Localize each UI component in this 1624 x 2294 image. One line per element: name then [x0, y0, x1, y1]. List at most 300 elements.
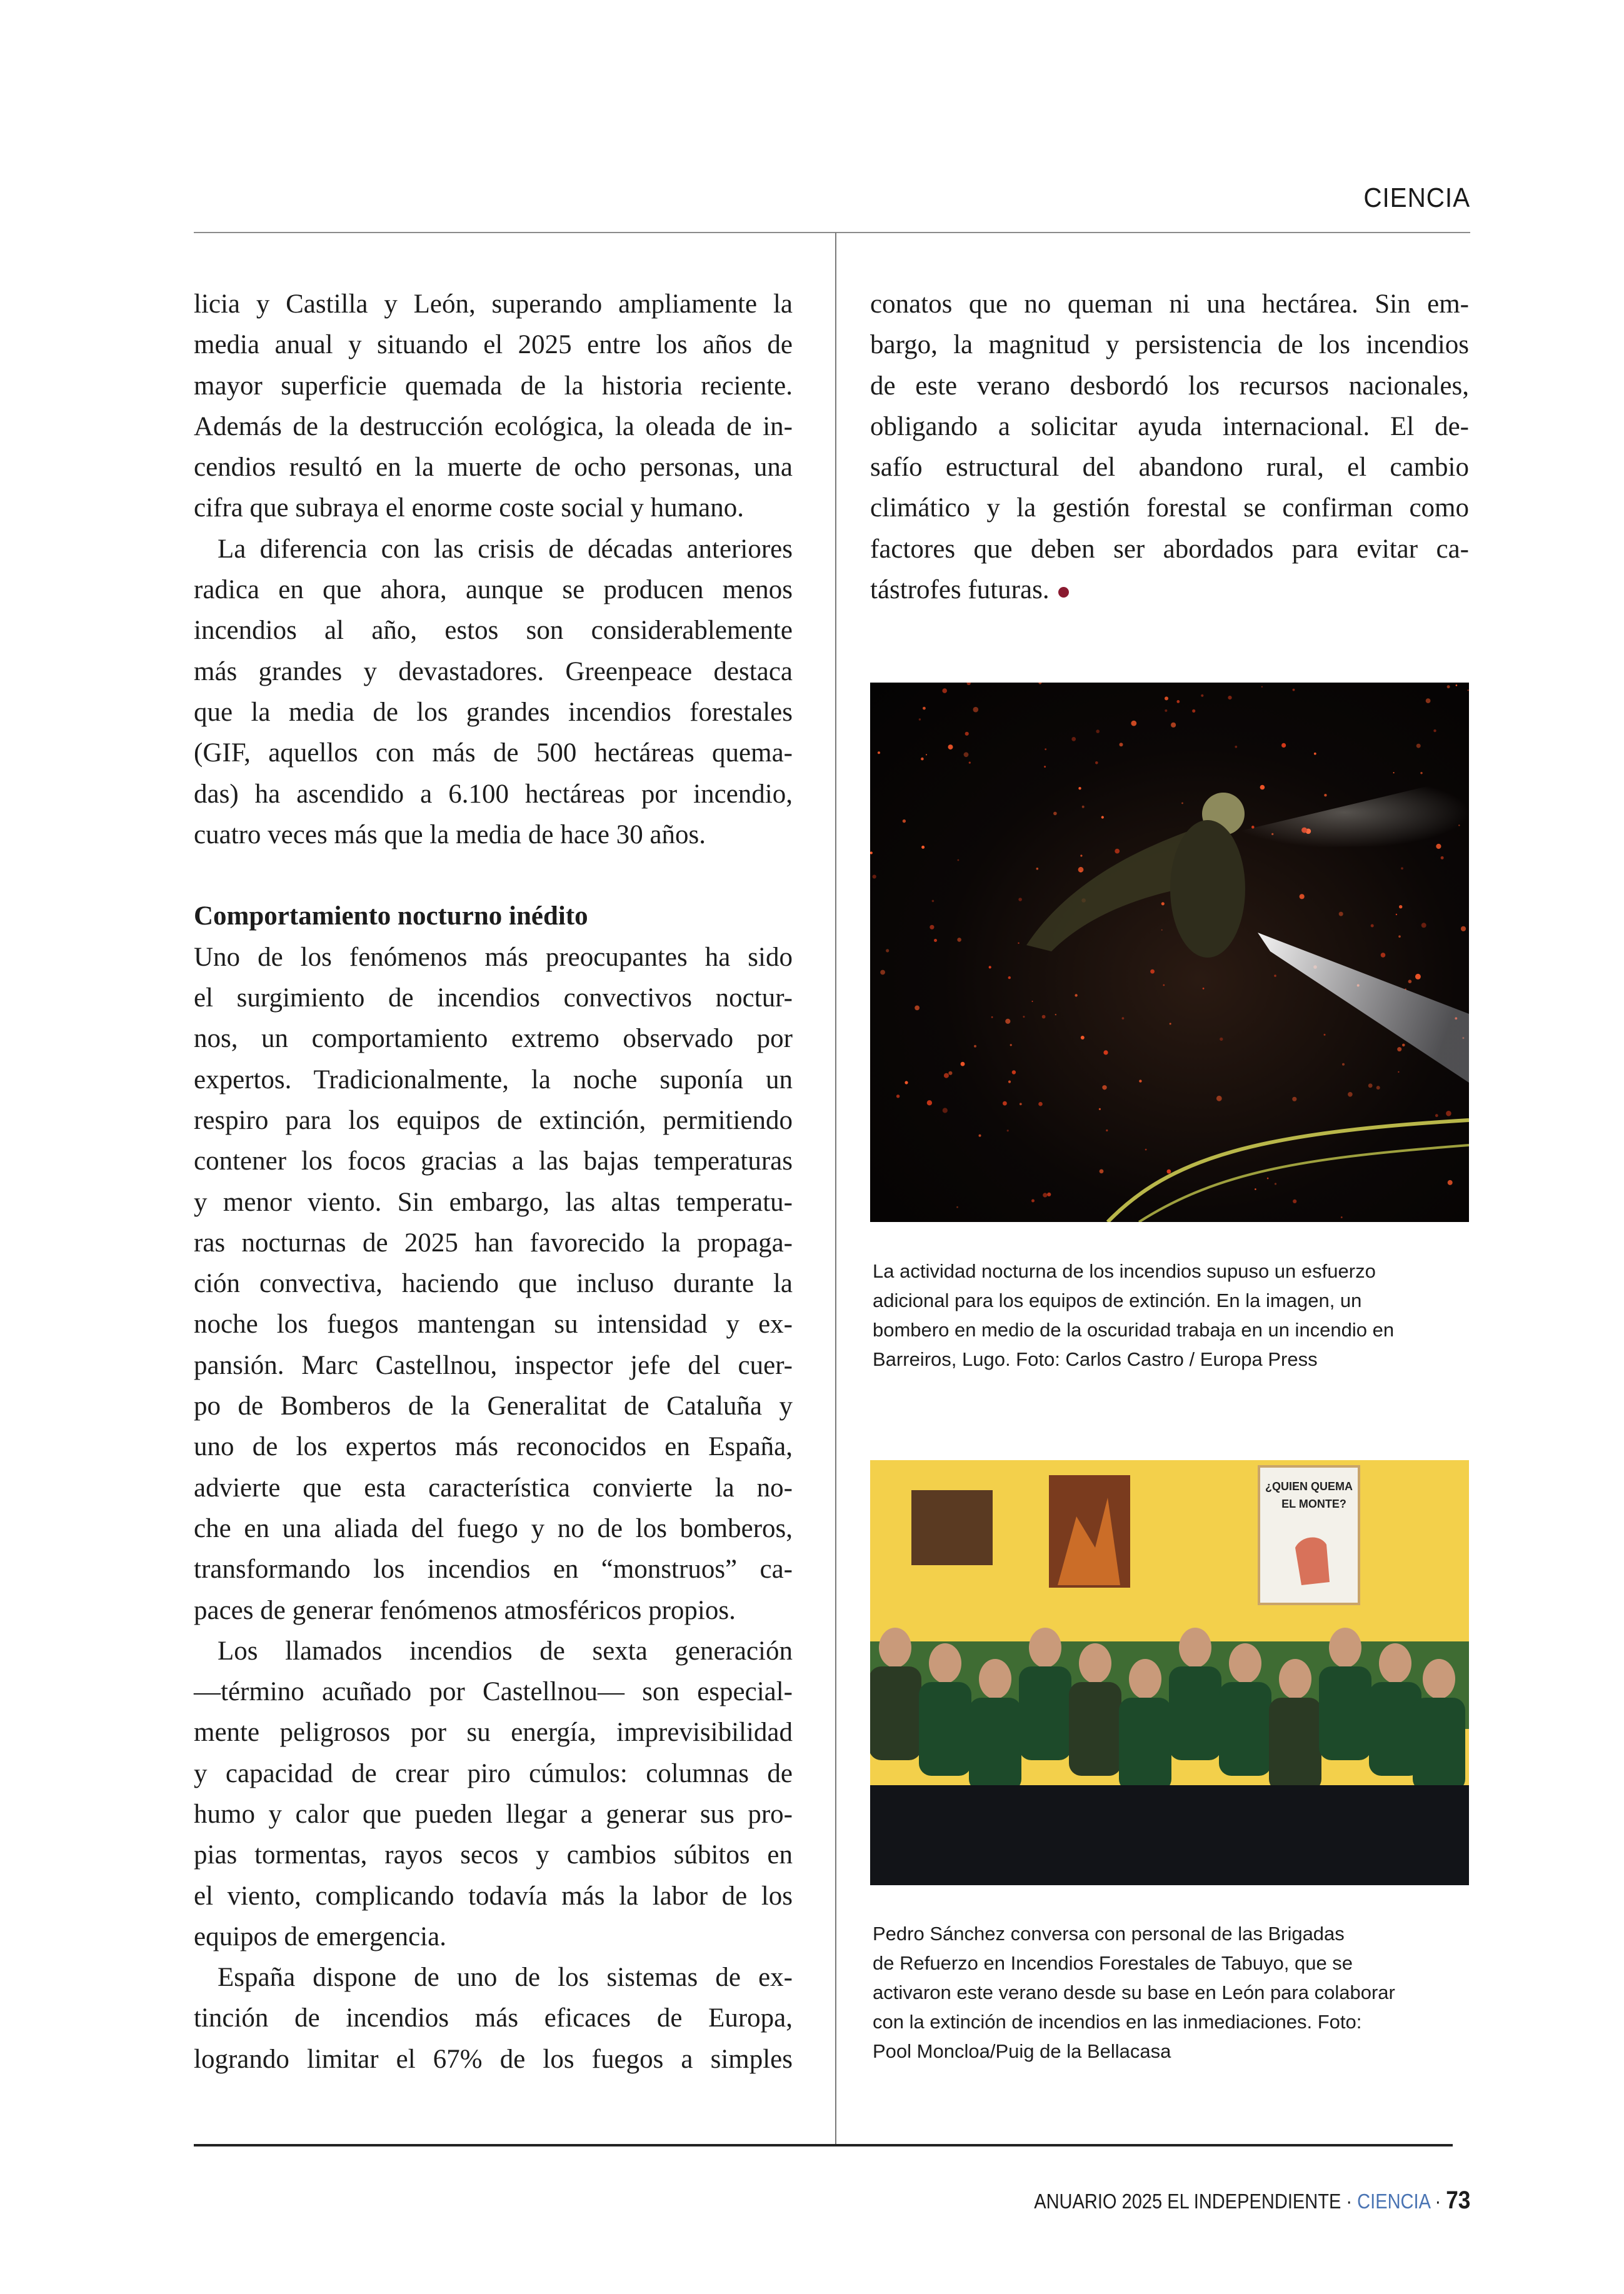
line-text: licia y Castilla y León, superando ampliamente la	[194, 289, 793, 319]
ember	[1161, 902, 1165, 905]
line-text: pansión. Marc Castellnou, inspector jefe del cuer-	[194, 1350, 793, 1380]
line-text: y menor viento. Sin embargo, las altas temperatu-	[194, 1187, 793, 1217]
body-text-line	[194, 1671, 793, 1712]
ember	[1456, 684, 1458, 686]
person-head	[1229, 1643, 1261, 1683]
ember	[1339, 912, 1343, 916]
ember	[1100, 1170, 1104, 1174]
ember	[1096, 729, 1100, 733]
ember	[1398, 935, 1401, 938]
body-text-line	[194, 651, 793, 692]
ember	[1023, 1016, 1025, 1018]
body-text-line	[194, 1426, 793, 1467]
ember	[965, 732, 969, 736]
line-text: transformando los incendios en “monstruos” ca-	[194, 1555, 793, 1585]
person-body	[1019, 1666, 1071, 1760]
photo-caption-1	[873, 1256, 1473, 1374]
ember	[1433, 729, 1436, 732]
body-text-line	[194, 814, 793, 855]
body-text-line	[194, 855, 793, 896]
line-text: media anual y situando el 2025 entre los años de	[194, 330, 793, 360]
person-head	[1129, 1659, 1161, 1699]
ember	[1281, 743, 1286, 748]
ember	[958, 859, 960, 861]
ember	[1167, 1170, 1171, 1174]
section-heading	[194, 896, 793, 936]
person-body	[1069, 1682, 1121, 1776]
line-text: cendios resultó en la muerte de ocho personas, una	[194, 453, 793, 483]
body-text-line	[194, 1263, 793, 1304]
ember	[921, 758, 924, 761]
photo-brigade-meeting	[870, 1460, 1469, 1885]
body-text-line	[194, 529, 793, 569]
person-head	[1179, 1628, 1211, 1668]
line-text: incendios al año, estos son considerablemente	[194, 616, 793, 646]
ember	[1010, 1044, 1012, 1046]
ember	[1448, 1180, 1453, 1185]
ember	[1045, 748, 1046, 750]
line-text: po de Bomberos de la Generalitat de Cataluña y	[194, 1391, 793, 1421]
ember	[1324, 1034, 1326, 1036]
section-header: CIENCIA	[1363, 183, 1470, 213]
ember	[1018, 898, 1022, 901]
ember	[930, 925, 934, 929]
caption-line: activaron este verano desde su base en León para colaborar	[873, 1981, 1395, 2003]
page-footer	[750, 2186, 1470, 2215]
ember	[1053, 812, 1057, 816]
ember	[1102, 1085, 1106, 1089]
ember	[969, 762, 971, 764]
page-number: 73	[1445, 2186, 1470, 2214]
ember	[944, 1073, 949, 1078]
ember	[943, 1108, 948, 1113]
ember	[1260, 785, 1265, 790]
ember	[1426, 698, 1431, 703]
line-text: tástrofes futuras.	[870, 575, 1050, 605]
ember	[1161, 929, 1163, 931]
ember	[1055, 1014, 1056, 1015]
person-head	[929, 1643, 961, 1683]
ember	[1275, 1183, 1276, 1185]
body-text-line	[194, 569, 793, 610]
ember	[1081, 1036, 1085, 1039]
footer-separator: ·	[1346, 2190, 1352, 2213]
body-text-line	[870, 447, 1469, 488]
ember	[1421, 923, 1426, 928]
body-text-line	[194, 1876, 793, 1916]
footer-section: CIENCIA	[1356, 2190, 1430, 2213]
ember	[1165, 696, 1168, 700]
line-text: che en una aliada del fuego y no de los bomberos,	[194, 1513, 793, 1543]
ember	[1171, 723, 1176, 728]
line-text: expertos. Tradicionalmente, la noche suponía un	[194, 1064, 793, 1094]
line-text: Los llamados incendios de sexta generación	[218, 1636, 793, 1666]
ember	[991, 1016, 993, 1018]
ember	[1415, 974, 1421, 979]
ember	[1101, 816, 1104, 818]
ember	[1047, 1193, 1051, 1196]
ember	[979, 1134, 981, 1137]
ember	[1044, 766, 1046, 768]
ember	[932, 900, 935, 903]
person-head	[1379, 1643, 1411, 1683]
ember	[1038, 1102, 1043, 1106]
ember	[905, 1081, 908, 1084]
line-text: Comportamiento nocturno inédito	[194, 901, 588, 931]
ember	[1261, 686, 1263, 688]
body-text-line	[194, 937, 793, 978]
body-text-line	[194, 406, 793, 447]
ember	[1201, 694, 1203, 697]
line-text: ras nocturnas de 2025 han favorecido la propaga-	[194, 1228, 793, 1258]
ember	[1071, 737, 1076, 741]
ember	[873, 874, 876, 878]
ember	[967, 683, 971, 685]
body-text-line	[194, 1059, 793, 1100]
body-text-line	[194, 284, 793, 324]
ember	[948, 1071, 952, 1075]
body-text-line	[870, 569, 1469, 610]
body-text-line	[194, 610, 793, 651]
ember	[926, 754, 927, 755]
ember	[1216, 1096, 1222, 1101]
ember	[1416, 744, 1421, 748]
ember	[1080, 854, 1082, 856]
line-text: humo y calor que pueden llegar a generar sus pro-	[194, 1799, 793, 1829]
ember	[1078, 867, 1084, 873]
ember	[921, 846, 925, 849]
line-text: —término acuñado por Castellnou— son especial-	[194, 1677, 793, 1707]
ember	[1095, 761, 1098, 764]
body-text-line	[194, 2039, 793, 2080]
ember	[1075, 994, 1077, 996]
line-text: España dispone de uno de los sistemas de ex-	[218, 1963, 793, 1993]
line-text: factores que deben ser abordados para evitar ca-	[870, 534, 1469, 564]
body-text-line	[870, 324, 1469, 365]
ember	[1103, 1050, 1108, 1054]
body-text-line	[194, 1508, 793, 1549]
photo-caption-2	[873, 1919, 1473, 2066]
ember	[923, 707, 926, 710]
ember	[1446, 1111, 1451, 1116]
ember	[934, 939, 937, 942]
ember	[974, 1045, 976, 1048]
ember	[1376, 1086, 1380, 1089]
line-text: La diferencia con las crisis de décadas anteriores	[218, 534, 793, 564]
header-rule	[194, 232, 1470, 233]
ember	[903, 819, 906, 823]
ember	[1203, 988, 1205, 989]
ember	[1106, 1129, 1108, 1131]
footer-separator: ·	[1435, 2190, 1441, 2213]
ember	[956, 1206, 958, 1208]
line-text: contener los focos gracias a las bajas temperaturas	[194, 1146, 793, 1176]
body-text-line	[194, 1386, 793, 1426]
body-text-line	[194, 692, 793, 733]
ember	[1042, 1015, 1046, 1019]
body-text-line	[870, 529, 1469, 569]
ember	[919, 718, 921, 720]
embers	[870, 683, 1469, 1218]
ember	[1082, 806, 1085, 808]
brigade-photo-art	[870, 1460, 1469, 1885]
line-text: ción convectiva, haciendo que incluso durante la	[194, 1269, 793, 1299]
body-text-line	[870, 406, 1469, 447]
line-text: climático y la gestión forestal se confirman como	[870, 493, 1469, 523]
person-body	[969, 1698, 1021, 1791]
article-end-mark-icon	[1058, 587, 1069, 598]
body-text-line	[194, 1590, 793, 1631]
person-head	[1423, 1659, 1455, 1699]
person-body	[919, 1682, 971, 1776]
ember	[942, 688, 947, 693]
line-text: nos, un comportamiento extremo observado por	[194, 1024, 793, 1054]
ember	[1300, 894, 1305, 899]
ember	[1005, 1019, 1010, 1024]
body-text-line	[194, 447, 793, 488]
ember	[1122, 1017, 1125, 1019]
body-text-line	[194, 1468, 793, 1508]
person-head	[1279, 1659, 1311, 1699]
caption-line: con la extinción de incendios en las inmediaciones. Foto:	[873, 2011, 1362, 2033]
body-text-line	[194, 366, 793, 406]
person-body	[1413, 1698, 1465, 1791]
ember	[1401, 867, 1403, 869]
line-text: safío estructural del abandono rural, el cambio	[870, 453, 1469, 483]
person-head	[1029, 1628, 1061, 1668]
line-text: obligando a solicitar ayuda internacional. El de-	[870, 411, 1469, 441]
line-text: pias tormentas, rayos secos y cambios súbitos en	[194, 1840, 793, 1870]
ember	[1447, 685, 1450, 688]
line-text: mente peligrosos por su energía, imprevisibilidad	[194, 1718, 793, 1748]
ember	[973, 707, 979, 713]
line-text: que la media de los grandes incendios forestales	[194, 697, 793, 727]
ember	[1038, 683, 1041, 684]
ember	[948, 744, 953, 749]
body-text-line	[194, 1141, 793, 1181]
body-text-line	[194, 1957, 793, 1998]
ember	[1292, 1097, 1296, 1101]
ember	[1314, 753, 1316, 755]
person-head	[1079, 1643, 1111, 1683]
footer-publication: ANUARIO 2025 EL INDEPENDIENTE	[1033, 2190, 1341, 2213]
ember	[1220, 1038, 1223, 1041]
body-text-line	[194, 978, 793, 1018]
poster-text-line-1: ¿QUIEN QUEMA	[1265, 1480, 1353, 1493]
ember	[1399, 905, 1402, 908]
caption-line: Pedro Sánchez conversa con personal de las Brigadas	[873, 1923, 1345, 1945]
caption-line: de Refuerzo en Incendios Forestales de Tabuyo, que se	[873, 1952, 1353, 1974]
ember	[870, 851, 873, 854]
caption-line: Pool Moncloa/Puig de la Bellacasa	[873, 2040, 1171, 2062]
ember	[1078, 787, 1081, 789]
ember	[1020, 1103, 1022, 1105]
ember	[1235, 746, 1237, 748]
ember	[1396, 914, 1397, 915]
ember	[1007, 1129, 1009, 1131]
line-text: (GIF, aquellos con más de 500 hectáreas quema-	[194, 738, 793, 768]
ember	[880, 970, 885, 975]
body-text-line	[194, 1916, 793, 1957]
ember	[1468, 689, 1469, 691]
ember	[1324, 794, 1326, 796]
body-text-line	[194, 1100, 793, 1141]
body-text-line	[194, 1018, 793, 1059]
ember	[1461, 926, 1466, 931]
ember	[1368, 1083, 1373, 1088]
ember	[1165, 709, 1167, 712]
line-text: logrando limitar el 67% de los fuegos a simples	[194, 2044, 793, 2074]
line-text: Uno de los fenómenos más preocupantes ha sido	[194, 942, 793, 972]
ember	[1398, 1071, 1399, 1073]
ember	[1342, 1063, 1345, 1066]
body-text-line	[194, 324, 793, 365]
ember	[1255, 1188, 1256, 1190]
ember	[1348, 1092, 1353, 1097]
ember	[1435, 1114, 1438, 1117]
line-text: el viento, complicando todavía más la labor de los	[194, 1881, 793, 1911]
person-body	[1269, 1698, 1321, 1791]
line-text: equipos de emergencia.	[194, 1921, 446, 1951]
line-text: das) ha ascendido a 6.100 hectáreas por incendio,	[194, 779, 793, 809]
firefighter-photo-art	[870, 683, 1469, 1222]
body-text-line	[194, 1182, 793, 1223]
ember	[1176, 700, 1180, 703]
ember	[1441, 856, 1444, 859]
body-text-line	[194, 1712, 793, 1753]
body-text-line	[870, 284, 1469, 324]
line-text: el surgimiento de incendios convectivos noctur-	[194, 983, 793, 1013]
ember	[1341, 1216, 1343, 1218]
ember	[1274, 974, 1276, 977]
body-text-line	[194, 488, 793, 528]
ember	[1115, 849, 1120, 854]
body-text-line	[194, 733, 793, 773]
body-text-line	[194, 1223, 793, 1263]
body-text-line	[870, 488, 1469, 528]
photo-night-firefighter	[870, 683, 1469, 1222]
ember	[878, 751, 880, 754]
body-text-line	[870, 366, 1469, 406]
line-text: radica en que ahora, aunque se producen menos	[194, 575, 793, 605]
ember	[1032, 1001, 1033, 1002]
line-text: respiro para los equipos de extinción, permitiendo	[194, 1105, 793, 1135]
ember	[1139, 1079, 1141, 1082]
body-text-line	[194, 1835, 793, 1875]
line-text: de este verano desbordó los recursos nacionales,	[870, 371, 1469, 401]
ember	[1402, 1044, 1405, 1047]
body-text-line	[194, 1304, 793, 1345]
ember	[1293, 1200, 1296, 1203]
line-text: cuatro veces más que la media de hace 30 años.	[194, 819, 706, 849]
body-text-line	[194, 1998, 793, 2038]
body-text-line	[194, 774, 793, 814]
ember	[1008, 976, 1011, 979]
line-text: paces de generar fenómenos atmosféricos propios.	[194, 1595, 736, 1625]
ember	[1150, 969, 1155, 974]
person-body	[1319, 1666, 1371, 1760]
ember	[1397, 1047, 1401, 1051]
caption-line: La actividad nocturna de los incendios supuso un esfuerzo	[873, 1260, 1376, 1282]
ember	[1145, 1149, 1147, 1151]
ember	[896, 1094, 900, 1098]
ember	[1008, 1081, 1011, 1083]
ember	[1163, 984, 1165, 986]
ember	[957, 938, 961, 942]
line-text: bargo, la magnitud y persistencia de los incendios	[870, 330, 1469, 360]
ember	[1043, 1193, 1047, 1197]
ember	[886, 949, 889, 952]
ember	[1293, 689, 1295, 691]
person-head	[979, 1659, 1011, 1699]
ember	[927, 1100, 932, 1105]
body-text-line	[194, 1794, 793, 1835]
footer-rule	[194, 2144, 1453, 2146]
person-body	[870, 1666, 921, 1760]
ember	[1371, 924, 1374, 928]
line-text: y capacidad de crear piro cúmulos: columnas de	[194, 1758, 793, 1788]
ember	[1393, 772, 1395, 773]
ember	[1267, 1178, 1269, 1180]
person-body	[1169, 1666, 1221, 1760]
ember	[1381, 953, 1386, 958]
ember	[1192, 709, 1195, 713]
ember	[1012, 1070, 1016, 1074]
line-text: cifra que subraya el enorme coste social y humano.	[194, 493, 744, 523]
ember	[1036, 868, 1039, 870]
ember	[1099, 1108, 1101, 1110]
line-text: uno de los expertos más reconocidos en España,	[194, 1432, 793, 1462]
column-divider	[835, 233, 836, 2146]
ember	[1408, 979, 1412, 983]
ember	[1018, 943, 1019, 944]
line-text: mayor superficie quemada de la historia reciente.	[194, 371, 793, 401]
line-text: noche los fuegos mantengan su intensidad y ex-	[194, 1310, 793, 1340]
poster-text-line-2: EL MONTE?	[1281, 1498, 1346, 1510]
line-text: conatos que no queman ni una hectárea. Sin em-	[870, 289, 1469, 319]
right-column	[870, 284, 1469, 610]
ember	[1170, 1023, 1171, 1024]
caption-line: Barreiros, Lugo. Foto: Carlos Castro / Europa Press	[873, 1348, 1318, 1370]
person-body	[1219, 1682, 1271, 1776]
body-text-line	[194, 1345, 793, 1386]
left-column	[194, 284, 793, 2080]
person-body	[1119, 1698, 1171, 1791]
ember	[961, 1062, 965, 1066]
body-text-line	[194, 1753, 793, 1794]
ember	[915, 1006, 920, 1011]
caption-line: bombero en medio de la oscuridad trabaja en un incendio en	[873, 1319, 1395, 1341]
ember	[1181, 803, 1183, 804]
ember	[1420, 772, 1422, 774]
ember	[1131, 721, 1136, 726]
ember	[964, 752, 969, 757]
line-text: más grandes y devastadores. Greenpeace destaca	[194, 656, 793, 686]
line-text: tinción de incendios más eficaces de Europa,	[194, 2003, 793, 2033]
person-head	[1329, 1628, 1361, 1668]
caption-line: adicional para los equipos de extinción. En la imagen, un	[873, 1290, 1362, 1311]
ember	[989, 966, 991, 968]
body-text-line	[194, 1631, 793, 1671]
line-text: advierte que esta característica convierte la no-	[194, 1473, 793, 1503]
ember	[1228, 696, 1231, 699]
ember	[1120, 743, 1123, 746]
person-head	[879, 1628, 911, 1668]
body-text-line	[194, 1549, 793, 1590]
ember	[1031, 1200, 1035, 1203]
ember	[1003, 1101, 1007, 1106]
line-text: Además de la destrucción ecológica, la oleada de in-	[194, 411, 793, 441]
